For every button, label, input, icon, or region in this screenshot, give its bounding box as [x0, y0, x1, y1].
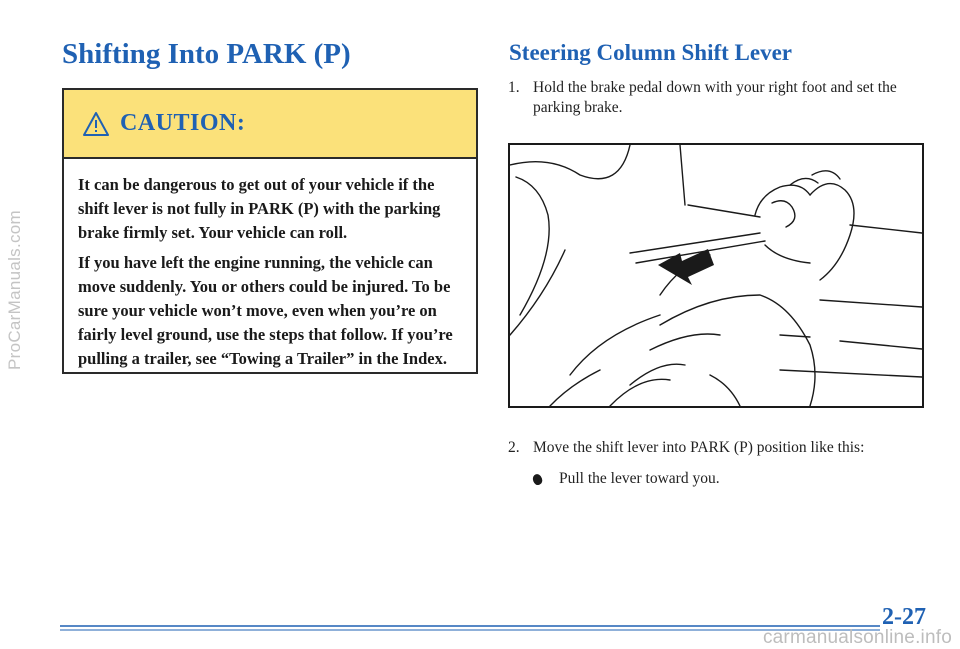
warning-triangle-icon: [82, 111, 110, 137]
bullet-text: Pull the lever toward you.: [559, 470, 720, 487]
caution-header: [64, 90, 476, 159]
caution-paragraph: If you have left the engine running, the vehicle can move suddenly. You or others could be injured. To be sure your vehicle won’t move, even when you’re on fairly level ground, use the steps that follow. If you’re pulling a trailer, see “Towing a Trailer” in the Index.: [78, 253, 453, 368]
bullet-item: [533, 469, 720, 489]
section-title-shifting-into-park: Shifting Into PARK (P): [62, 38, 351, 70]
caution-paragraph: It can be dangerous to get out of your vehicle if the shift lever is not fully in PARK (P) with the parking brake firmly set. Your vehicle can roll.: [78, 175, 441, 242]
bullet-icon: [531, 472, 543, 485]
caution-body: [64, 159, 476, 371]
hand-on-shift-lever-drawing: [510, 145, 922, 406]
shift-lever-illustration: [508, 143, 924, 408]
watermark-procarmanuals: ProCarManuals.com: [5, 209, 25, 371]
step-item: [508, 78, 928, 118]
step-text: Move the shift lever into PARK (P) position like this:: [533, 439, 865, 456]
page-number: 2-27: [882, 604, 926, 630]
section-title-steering-column-shift-lever: Steering Column Shift Lever: [509, 40, 793, 65]
step-item: [508, 438, 938, 458]
caution-box: [62, 88, 478, 374]
caution-label: CAUTION:: [120, 110, 246, 136]
watermark-carmanualsonline: carmanualsonline.info: [762, 627, 952, 648]
step-text: Hold the brake pedal down with your right foot and set the parking brake.: [533, 79, 897, 116]
step-number: 1.: [508, 79, 520, 96]
step-number: 2.: [508, 439, 520, 456]
